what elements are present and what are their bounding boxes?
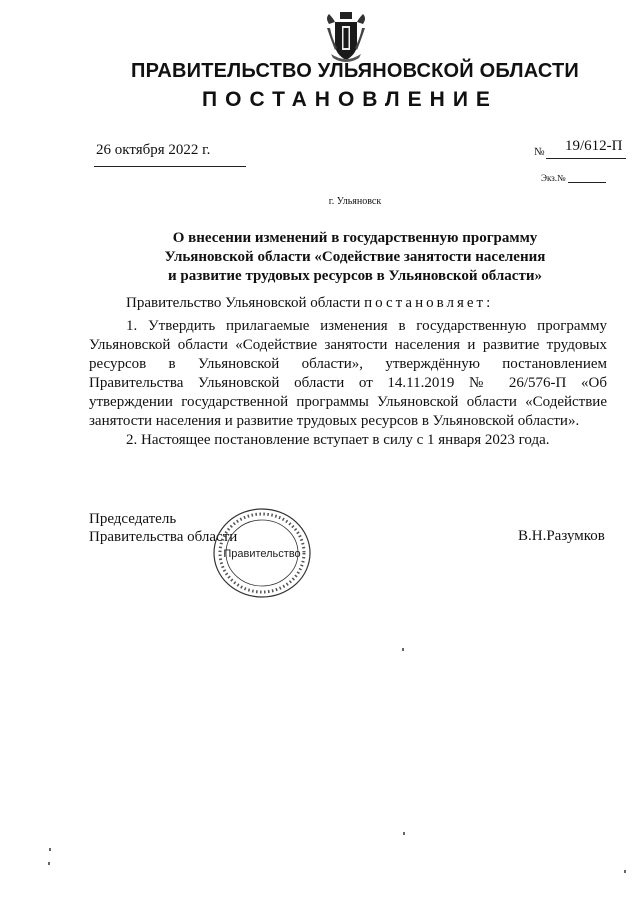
- scan-speck: [48, 862, 50, 865]
- preamble-verb: постановляет:: [364, 295, 494, 311]
- document-body: [89, 317, 607, 450]
- copy-number-underline: [568, 182, 606, 183]
- clause-2: 2. Настоящее постановление вступает в силу с 1 января 2023 года.: [126, 432, 550, 448]
- document-type-heading: ПОСТАНОВЛЕНИЕ: [202, 88, 498, 111]
- city-line: г. Ульяновск: [328, 196, 382, 207]
- scan-speck: [49, 848, 51, 851]
- copy-number-label: Экз.№: [541, 173, 566, 183]
- scan-speck: [403, 832, 405, 835]
- organization-name: ПРАВИТЕЛЬСТВО УЛЬЯНОВСКОЙ ОБЛАСТИ: [131, 60, 579, 82]
- document-number: 19/612-П: [565, 138, 623, 154]
- number-underline: [546, 158, 626, 159]
- title-line: и развитие трудовых ресурсов в Ульяновской области»: [168, 268, 542, 284]
- coat-of-arms-emblem: [323, 10, 369, 64]
- scan-speck: [402, 648, 404, 651]
- scan-speck: [624, 870, 626, 873]
- title-line: О внесении изменений в государственную программу: [172, 230, 538, 246]
- document-title: [100, 229, 610, 286]
- preamble-subject: Правительство Ульяновской области: [126, 295, 361, 311]
- preamble: [126, 295, 493, 312]
- document-date: 26 октября 2022 г.: [96, 142, 211, 158]
- official-seal-stamp: [210, 505, 314, 601]
- signer-name: В.Н.Разумков: [518, 528, 605, 544]
- signer-position-line: Председатель: [89, 511, 177, 527]
- clause-1: 1. Утвердить прилагаемые изменения в государственную программу Ульяновской области «Содействие занятости населения и развитие трудовых ресурсов в Ульяновской области», утверждённую постановлением Правительства Ульяновской области от 14.11.2019 № 26/576-П «Об утверждении государственной программы Ульяновской области «Содействие занятости населения и развитие трудовых ресурсов в Ульяновской области».: [89, 318, 607, 429]
- number-label: №: [534, 146, 545, 158]
- stamp-text: Правительство: [223, 548, 301, 560]
- signer-position-line: Правительства области: [89, 529, 238, 545]
- date-underline: [94, 166, 246, 167]
- title-line: Ульяновской области «Содействие занятости населения: [164, 249, 546, 265]
